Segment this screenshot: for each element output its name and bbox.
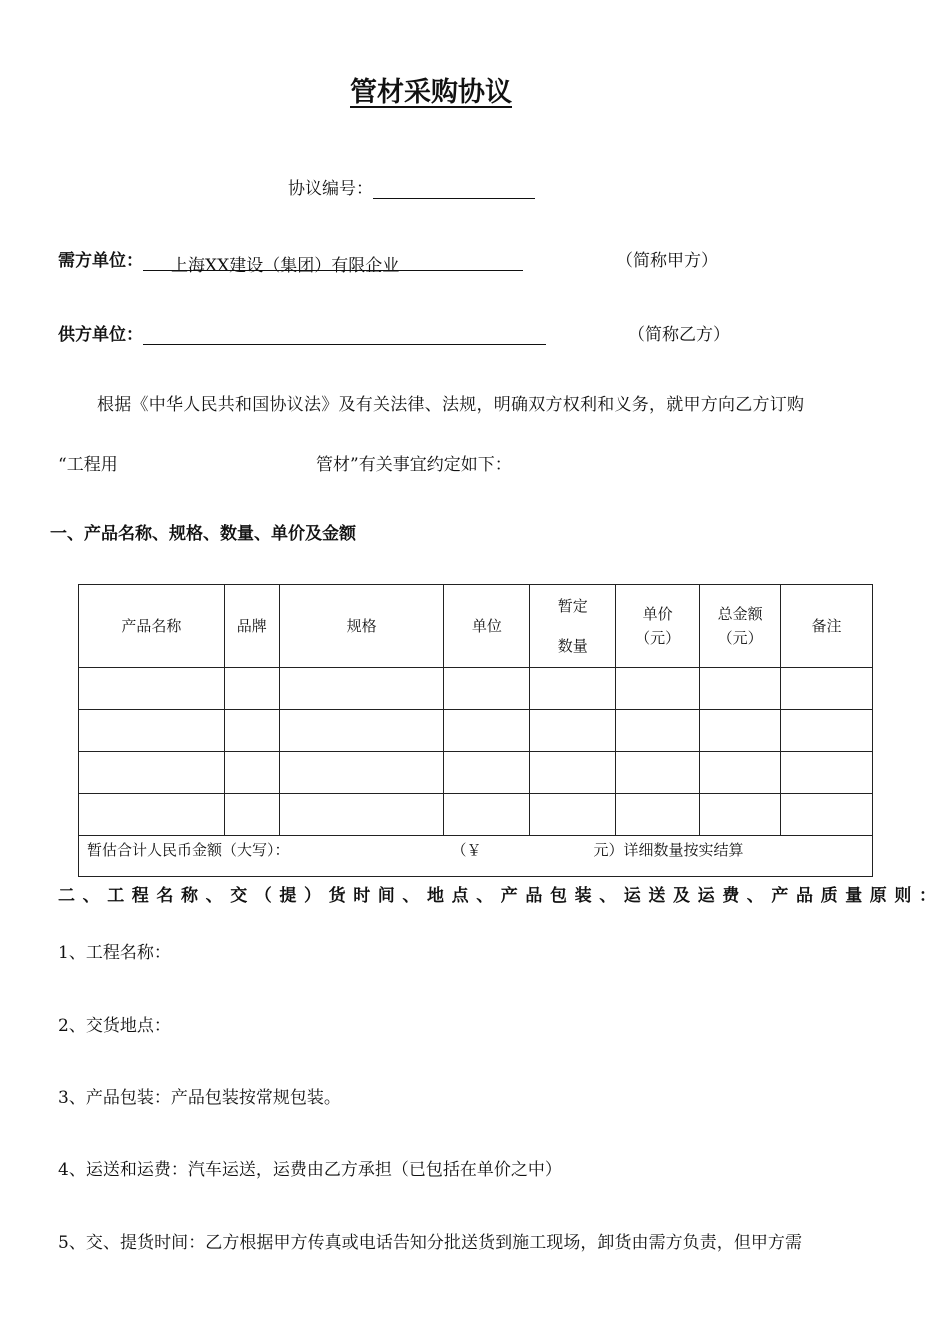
table-cell[interactable] [700, 794, 781, 836]
col-total-amount [700, 585, 781, 668]
col-total-amount-line-1: 总金额 [717, 605, 763, 623]
table-cell[interactable] [279, 752, 444, 794]
product-table [78, 584, 873, 877]
table-cell[interactable] [279, 794, 444, 836]
buyer-label: 需方单位： [58, 251, 143, 271]
table-cell[interactable] [700, 752, 781, 794]
item-delivery-time: 5、交、提货时间：乙方根据甲方传真或电话告知分批送货到施工现场，卸货由需方负责，但甲方需 [58, 1233, 803, 1253]
table-cell[interactable] [530, 752, 616, 794]
table-cell[interactable] [781, 668, 873, 710]
table-cell[interactable] [616, 752, 700, 794]
table-cell[interactable] [781, 752, 873, 794]
item-transport: 4、运送和运费：汽车运送，运费由乙方承担（已包括在单价之中） [58, 1160, 562, 1180]
buyer-value: 上海XX建设（集团）有限企业 [171, 256, 400, 276]
table-row [79, 668, 873, 710]
col-brand: 品牌 [224, 585, 279, 668]
table-cell[interactable] [79, 668, 225, 710]
agreement-number-label: 协议编号： [288, 179, 373, 199]
table-cell[interactable] [444, 794, 530, 836]
table-cell[interactable] [224, 710, 279, 752]
total-amount-label: 暂估合计人民币金额（大写）： [87, 841, 290, 859]
table-cell[interactable] [444, 710, 530, 752]
table-cell[interactable] [530, 710, 616, 752]
supplier-field[interactable] [143, 324, 546, 345]
col-quantity [530, 585, 616, 668]
intro-line-2-prefix: “工程用 [58, 455, 118, 475]
col-unit: 单位 [444, 585, 530, 668]
table-cell[interactable] [616, 710, 700, 752]
table-cell[interactable] [530, 668, 616, 710]
buyer-abbr: （简称甲方） [616, 251, 718, 271]
table-row [79, 710, 873, 752]
buyer-row [58, 246, 523, 276]
table-cell[interactable] [781, 794, 873, 836]
table-cell[interactable] [700, 710, 781, 752]
supplier-label: 供方单位： [58, 325, 143, 345]
col-spec: 规格 [279, 585, 444, 668]
total-amount-yen: （￥ [451, 841, 482, 859]
agreement-number-row [288, 174, 535, 199]
intro-line-1: 根据《中华人民共和国协议法》及有关法律、法规，明确双方权利和义务，就甲方向乙方订购 [97, 395, 805, 415]
section-2-title: 二、工程名称、交（提）货时间、地点、产品包装、运送及运费、产品质量原则： [58, 886, 944, 906]
table-cell[interactable] [79, 710, 225, 752]
table-cell[interactable] [781, 710, 873, 752]
item-delivery-location: 2、交货地点： [58, 1016, 171, 1036]
table-cell[interactable] [224, 794, 279, 836]
col-quantity-line-2: 数量 [557, 637, 588, 655]
table-cell[interactable] [279, 710, 444, 752]
document-title: 管材采购协议 [350, 77, 512, 108]
col-unit-price-line-2: （元） [635, 629, 681, 647]
buyer-field[interactable] [143, 251, 523, 276]
table-total-row [79, 836, 873, 877]
table-cell[interactable] [279, 668, 444, 710]
col-total-amount-line-2: （元） [717, 629, 763, 647]
table-row [79, 794, 873, 836]
col-unit-price [616, 585, 700, 668]
table-cell[interactable] [444, 668, 530, 710]
table-cell[interactable] [224, 668, 279, 710]
supplier-abbr: （简称乙方） [628, 325, 730, 345]
section-1-title: 一、产品名称、规格、数量、单价及金额 [50, 524, 356, 544]
total-amount-cell[interactable] [79, 836, 873, 877]
col-note: 备注 [781, 585, 873, 668]
intro-line-2-suffix: 管材”有关事宜约定如下： [316, 455, 512, 475]
col-quantity-line-1: 暂定 [557, 597, 588, 615]
agreement-number-field[interactable] [373, 178, 535, 199]
table-cell[interactable] [700, 668, 781, 710]
table-cell[interactable] [616, 668, 700, 710]
table-cell[interactable] [79, 794, 225, 836]
supplier-row [58, 320, 546, 345]
col-product-name: 产品名称 [79, 585, 225, 668]
col-unit-price-line-1: 单价 [642, 605, 673, 623]
table-cell[interactable] [79, 752, 225, 794]
item-project-name: 1、工程名称： [58, 943, 171, 963]
table-header-row [79, 585, 873, 668]
table-cell[interactable] [616, 794, 700, 836]
table-cell[interactable] [444, 752, 530, 794]
table-row [79, 752, 873, 794]
table-cell[interactable] [224, 752, 279, 794]
item-packaging: 3、产品包装：产品包装按常规包装。 [58, 1088, 341, 1108]
total-amount-yuan: 元）详细数量按实结算 [593, 841, 744, 859]
table-cell[interactable] [530, 794, 616, 836]
